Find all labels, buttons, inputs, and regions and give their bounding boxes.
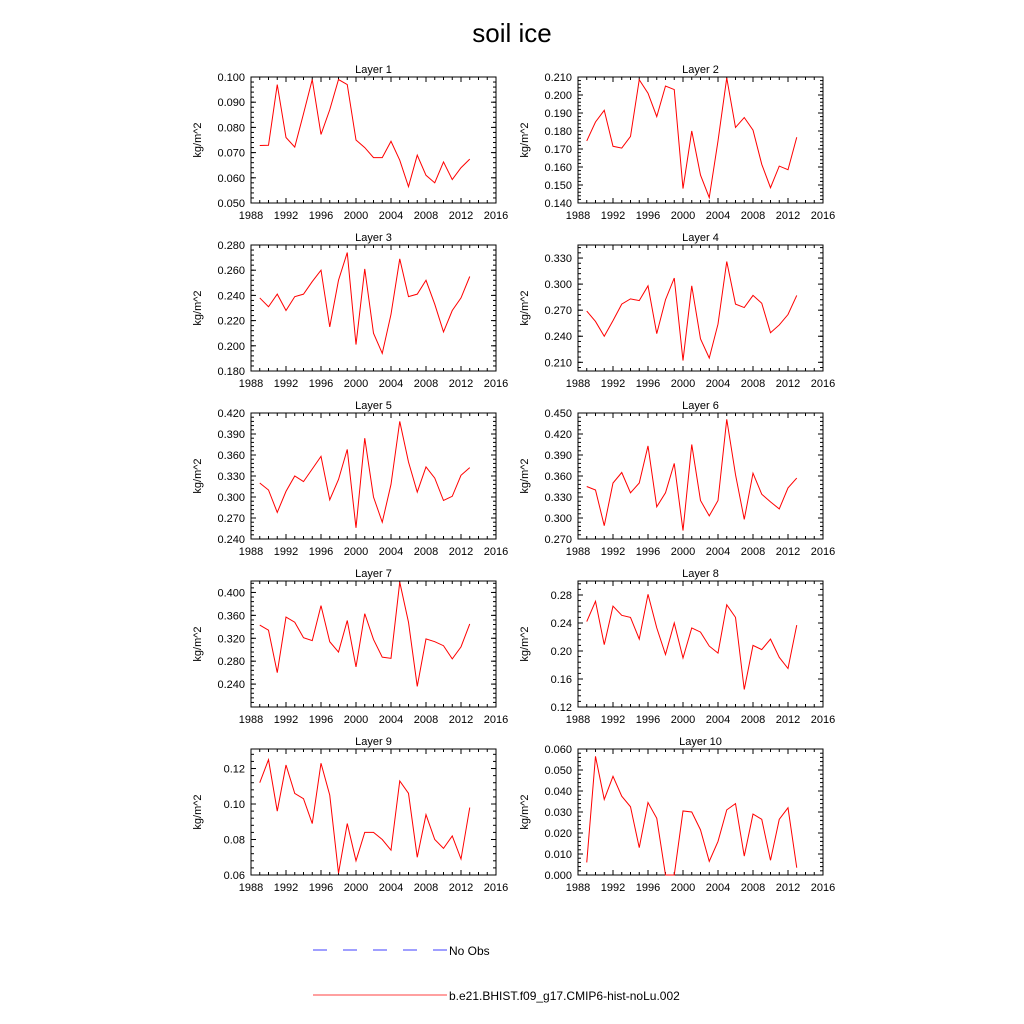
x-tick-label: 2016 <box>483 546 509 558</box>
x-tick-label: 2004 <box>378 714 404 726</box>
x-tick-label: 1996 <box>308 882 334 894</box>
x-tick-label: 1992 <box>273 210 299 222</box>
x-tick-label: 1992 <box>273 378 299 390</box>
series-line <box>587 756 797 875</box>
x-tick-label: 2008 <box>740 210 766 222</box>
x-tick-label: 2012 <box>775 210 801 222</box>
y-tick-label: 0.050 <box>544 765 572 777</box>
x-tick-label: 2008 <box>413 210 439 222</box>
x-tick-label: 1992 <box>600 882 626 894</box>
y-tick-label: 0.240 <box>217 534 245 546</box>
x-tick-label: 1992 <box>273 714 299 726</box>
y-axis-label: kg/m^2 <box>519 122 531 158</box>
x-tick-label: 1988 <box>565 882 591 894</box>
series-line <box>587 78 797 198</box>
plot-frame <box>578 581 823 707</box>
y-tick-label: 0.200 <box>544 90 572 102</box>
plot-frame <box>578 413 823 539</box>
x-tick-label: 2008 <box>740 378 766 390</box>
y-axis-label: kg/m^2 <box>519 290 531 326</box>
y-tick-label: 0.000 <box>544 870 572 882</box>
panel-title: Layer 9 <box>355 736 392 748</box>
series-line <box>587 594 797 689</box>
x-tick-label: 2012 <box>448 714 474 726</box>
y-tick-label: 0.320 <box>217 633 245 646</box>
x-tick-label: 1996 <box>308 210 334 222</box>
series-line <box>587 419 797 530</box>
x-tick-label: 2016 <box>483 714 509 726</box>
x-tick-label: 2016 <box>810 546 836 558</box>
y-tick-label: 0.12 <box>223 763 245 776</box>
x-tick-label: 1996 <box>635 378 661 390</box>
y-tick-label: 0.360 <box>217 610 245 623</box>
y-tick-label: 0.210 <box>544 72 572 84</box>
series-line <box>260 582 470 686</box>
x-tick-label: 2016 <box>810 882 836 894</box>
panel-title: Layer 3 <box>355 232 392 244</box>
x-tick-label: 2004 <box>378 882 404 894</box>
y-tick-label: 0.140 <box>544 198 572 210</box>
x-tick-label: 2012 <box>448 546 474 558</box>
y-tick-label: 0.260 <box>217 265 245 278</box>
y-tick-label: 0.220 <box>217 315 245 328</box>
y-tick-label: 0.030 <box>544 807 572 819</box>
panel-layer-10 <box>519 736 835 894</box>
y-tick-label: 0.390 <box>217 429 245 441</box>
panel-layer-3 <box>192 232 508 390</box>
plot-frame <box>251 749 496 875</box>
x-tick-label: 2008 <box>740 546 766 558</box>
y-tick-label: 0.170 <box>544 144 572 156</box>
x-tick-label: 1988 <box>565 714 591 726</box>
x-tick-label: 1996 <box>635 714 661 726</box>
y-axis-label: kg/m^2 <box>192 122 204 158</box>
x-tick-label: 1988 <box>238 546 264 558</box>
x-tick-label: 1992 <box>600 378 626 390</box>
x-tick-label: 2004 <box>705 714 731 726</box>
plot-frame <box>251 581 496 707</box>
x-tick-label: 2000 <box>670 210 696 222</box>
y-tick-label: 0.180 <box>544 126 572 138</box>
y-tick-label: 0.270 <box>217 513 245 525</box>
y-tick-label: 0.450 <box>544 408 572 420</box>
y-tick-label: 0.300 <box>544 279 572 292</box>
x-tick-label: 1988 <box>238 378 264 390</box>
y-tick-label: 0.390 <box>544 450 572 462</box>
plot-frame <box>578 245 823 371</box>
x-tick-label: 1992 <box>600 210 626 222</box>
y-tick-label: 0.400 <box>217 587 245 600</box>
x-tick-label: 2004 <box>378 378 404 390</box>
x-tick-label: 2004 <box>705 882 731 894</box>
panel-title: Layer 4 <box>682 232 719 244</box>
panel-layer-9 <box>192 736 508 894</box>
y-tick-label: 0.090 <box>217 97 245 110</box>
y-tick-label: 0.280 <box>217 656 245 669</box>
x-tick-label: 2012 <box>448 882 474 894</box>
x-tick-label: 1992 <box>273 882 299 894</box>
y-tick-label: 0.190 <box>544 108 572 120</box>
x-tick-label: 1996 <box>308 546 334 558</box>
x-tick-label: 2012 <box>775 714 801 726</box>
series-line <box>587 262 797 361</box>
x-tick-label: 2000 <box>343 546 369 558</box>
y-tick-label: 0.330 <box>544 492 572 504</box>
x-tick-label: 1988 <box>565 378 591 390</box>
x-tick-label: 2008 <box>740 714 766 726</box>
y-tick-label: 0.060 <box>217 172 245 185</box>
y-axis-label: kg/m^2 <box>192 458 204 494</box>
y-tick-label: 0.28 <box>550 590 572 602</box>
y-tick-label: 0.020 <box>544 828 572 840</box>
panel-title: Layer 5 <box>355 400 392 412</box>
y-tick-label: 0.360 <box>217 450 245 462</box>
series-line <box>260 253 470 354</box>
x-tick-label: 2012 <box>775 546 801 558</box>
x-tick-label: 1996 <box>635 546 661 558</box>
panel-title: Layer 8 <box>682 568 719 580</box>
y-tick-label: 0.070 <box>217 147 245 160</box>
y-tick-label: 0.160 <box>544 162 572 174</box>
x-tick-label: 1992 <box>600 546 626 558</box>
y-tick-label: 0.270 <box>544 305 572 318</box>
y-tick-label: 0.200 <box>217 340 245 353</box>
x-tick-label: 2016 <box>810 714 836 726</box>
y-axis-label: kg/m^2 <box>192 290 204 326</box>
legend-model-label: b.e21.BHIST.f09_g17.CMIP6-hist-noLu.002 <box>449 989 680 1003</box>
x-tick-label: 1996 <box>308 378 334 390</box>
x-tick-label: 2008 <box>413 546 439 558</box>
x-tick-label: 2016 <box>810 378 836 390</box>
panel-layer-8 <box>519 568 835 726</box>
x-tick-label: 1996 <box>308 714 334 726</box>
x-tick-label: 2000 <box>343 882 369 894</box>
y-tick-label: 0.08 <box>223 834 245 847</box>
figure-title: soil ice <box>472 18 552 48</box>
y-tick-label: 0.330 <box>544 253 572 266</box>
panel-layer-5 <box>192 400 508 558</box>
y-tick-label: 0.210 <box>544 357 572 370</box>
x-tick-label: 2016 <box>483 378 509 390</box>
y-tick-label: 0.300 <box>217 492 245 504</box>
x-tick-label: 2012 <box>775 378 801 390</box>
x-tick-label: 1992 <box>273 546 299 558</box>
y-tick-label: 0.180 <box>217 366 245 378</box>
y-tick-label: 0.24 <box>550 618 572 630</box>
x-tick-label: 2004 <box>378 546 404 558</box>
plot-frame <box>578 749 823 875</box>
x-tick-label: 2004 <box>705 546 731 558</box>
panel-layer-6 <box>519 400 835 558</box>
x-tick-label: 2000 <box>343 210 369 222</box>
plot-frame <box>251 413 496 539</box>
y-axis-label: kg/m^2 <box>519 626 531 662</box>
x-tick-label: 1988 <box>565 546 591 558</box>
panel-title: Layer 2 <box>682 64 719 76</box>
panel-layer-7 <box>192 568 508 726</box>
legend-obs-label: No Obs <box>449 944 490 958</box>
panel-title: Layer 6 <box>682 400 719 412</box>
x-tick-label: 2008 <box>413 882 439 894</box>
x-tick-label: 2012 <box>448 210 474 222</box>
y-tick-label: 0.270 <box>544 534 572 546</box>
y-tick-label: 0.300 <box>544 513 572 525</box>
y-tick-label: 0.420 <box>217 408 245 420</box>
x-tick-label: 1996 <box>635 882 661 894</box>
series-line <box>260 421 470 527</box>
panel-layer-1 <box>192 64 508 222</box>
y-axis-label: kg/m^2 <box>192 794 204 830</box>
y-tick-label: 0.20 <box>550 646 572 658</box>
x-tick-label: 2012 <box>448 378 474 390</box>
legend <box>313 944 680 1003</box>
y-tick-label: 0.100 <box>217 72 245 84</box>
panel-layer-2 <box>519 64 835 222</box>
y-tick-label: 0.240 <box>217 290 245 303</box>
x-tick-label: 2004 <box>705 378 731 390</box>
y-axis-label: kg/m^2 <box>519 458 531 494</box>
series-line <box>260 80 470 187</box>
x-tick-label: 2016 <box>483 882 509 894</box>
y-axis-label: kg/m^2 <box>519 794 531 830</box>
y-tick-label: 0.12 <box>550 702 572 714</box>
x-tick-label: 1996 <box>635 210 661 222</box>
panel-layer-4 <box>519 232 835 390</box>
y-tick-label: 0.040 <box>544 786 572 798</box>
y-tick-label: 0.080 <box>217 122 245 135</box>
x-tick-label: 2016 <box>483 210 509 222</box>
plot-frame <box>578 77 823 203</box>
y-tick-label: 0.150 <box>544 180 572 192</box>
x-tick-label: 2000 <box>670 546 696 558</box>
x-tick-label: 2016 <box>810 210 836 222</box>
y-tick-label: 0.06 <box>223 870 245 882</box>
x-tick-label: 2008 <box>413 378 439 390</box>
y-tick-label: 0.010 <box>544 849 572 861</box>
panel-title: Layer 1 <box>355 64 392 76</box>
x-tick-label: 2008 <box>413 714 439 726</box>
y-tick-label: 0.16 <box>550 674 572 686</box>
y-tick-label: 0.420 <box>544 429 572 441</box>
x-tick-label: 2004 <box>378 210 404 222</box>
y-tick-label: 0.240 <box>544 331 572 344</box>
y-tick-label: 0.050 <box>217 198 245 210</box>
panel-title: Layer 7 <box>355 568 392 580</box>
y-tick-label: 0.330 <box>217 471 245 483</box>
x-tick-label: 2012 <box>775 882 801 894</box>
x-tick-label: 2004 <box>705 210 731 222</box>
panels <box>192 64 835 894</box>
x-tick-label: 1988 <box>238 882 264 894</box>
y-tick-label: 0.240 <box>217 679 245 692</box>
x-tick-label: 1988 <box>238 714 264 726</box>
x-tick-label: 1992 <box>600 714 626 726</box>
x-tick-label: 1988 <box>565 210 591 222</box>
y-tick-label: 0.360 <box>544 471 572 483</box>
y-tick-label: 0.060 <box>544 744 572 756</box>
x-tick-label: 1988 <box>238 210 264 222</box>
series-line <box>260 760 470 874</box>
x-tick-label: 2000 <box>670 714 696 726</box>
y-axis-label: kg/m^2 <box>192 626 204 662</box>
x-tick-label: 2000 <box>670 882 696 894</box>
y-tick-label: 0.10 <box>223 799 245 812</box>
y-tick-label: 0.280 <box>217 240 245 252</box>
x-tick-label: 2000 <box>670 378 696 390</box>
panel-title: Layer 10 <box>679 736 722 748</box>
x-tick-label: 2008 <box>740 882 766 894</box>
x-tick-label: 2000 <box>343 378 369 390</box>
x-tick-label: 2000 <box>343 714 369 726</box>
